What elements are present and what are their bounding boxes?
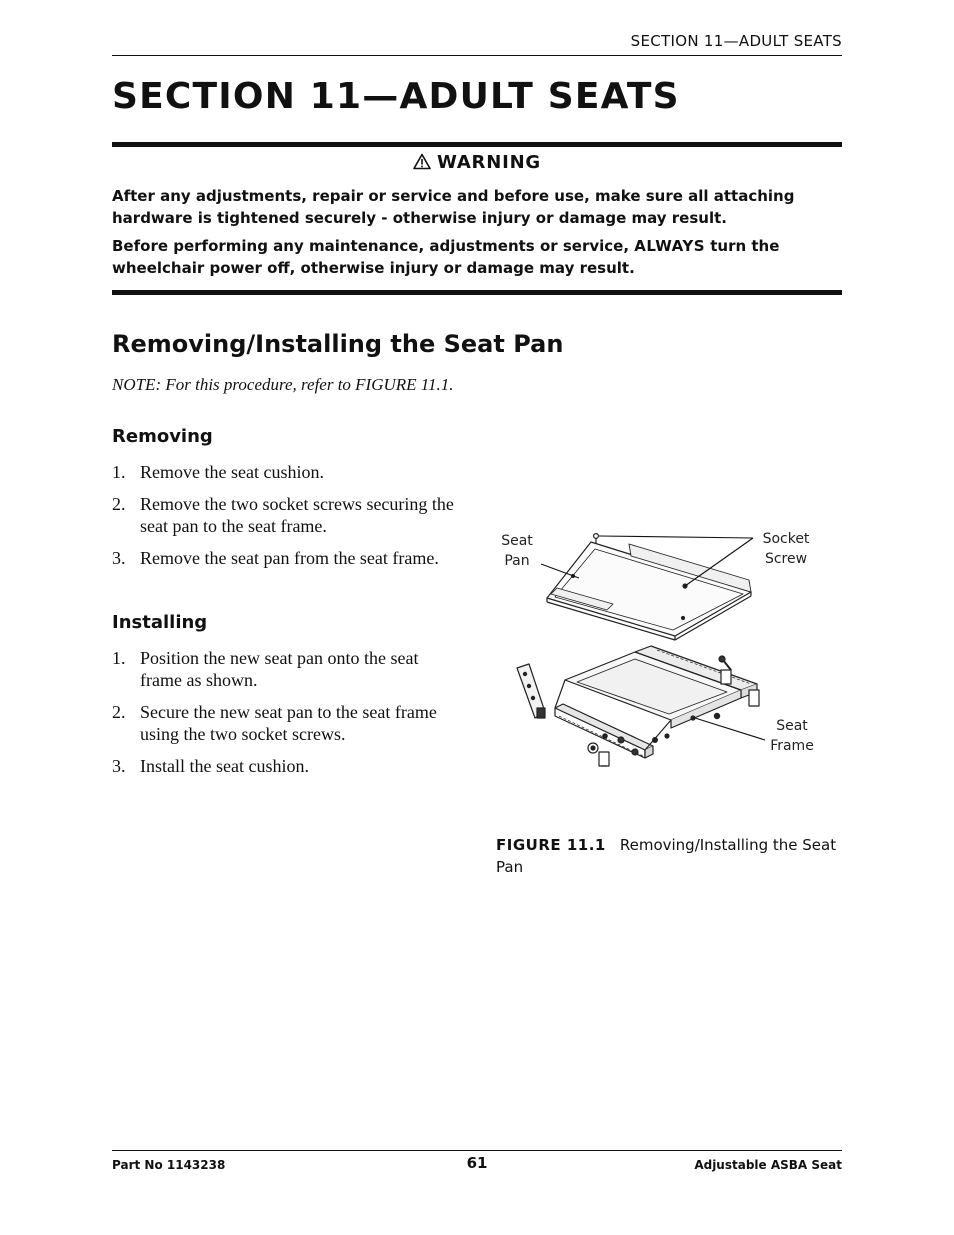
figure-11-1 [495,520,845,790]
step-text: Install the seat cushion. [140,756,309,776]
warning-p2-before: Before performing any maintenance, adjustments or service, [112,237,630,255]
label-seat-pan [499,531,535,571]
footer-product-name: Adjustable ASBA Seat [694,1158,842,1172]
step-number: 1. [112,648,126,668]
header-rule [112,55,842,56]
label-socket-screw [759,529,813,569]
label-socket-screw-line2: Screw [764,551,808,567]
label-seat-pan-line2: Pan [504,553,530,569]
procedure-heading: Removing/Installing the Seat Pan [112,330,564,358]
step-text: Secure the new seat pan to the seat frame using the two socket screws. [140,702,437,744]
label-seat-frame-line2: Frame [770,738,814,754]
warning-bottom-rule [112,290,842,295]
footer-part-number: Part No 1143238 [112,1158,226,1172]
running-header: SECTION 11—ADULT SEATS [630,32,842,50]
list-item [112,547,462,569]
list-item [112,701,462,745]
warning-paragraph-2 [112,235,842,279]
label-seat-frame-line1: Seat [776,718,808,734]
step-number: 2. [112,702,126,722]
installing-heading: Installing [112,612,208,633]
procedure-note: NOTE: For this procedure, refer to FIGURE 11.1. [112,375,454,394]
installing-steps [112,647,462,787]
warning-title-text: WARNING [436,152,542,173]
warning-p2-emphasis: ALWAYS [634,237,705,255]
step-text: Remove the two socket screws securing the seat pan to the seat frame. [140,494,454,536]
removing-heading: Removing [112,426,213,447]
warning-title [112,152,842,175]
list-item [112,493,462,537]
label-seat-frame [767,716,817,756]
list-item [112,755,462,777]
warning-paragraph-1: After any adjustments, repair or service and before use, make sure all attaching hardware is tightened securely - otherwise injury or damage may result. [112,187,795,227]
removing-steps [112,461,462,579]
page-footer [112,1154,842,1178]
step-number: 2. [112,494,126,514]
label-socket-screw-line1: Socket [762,531,810,547]
step-text: Remove the seat pan from the seat frame. [140,548,439,568]
step-number: 3. [112,548,126,568]
label-seat-pan-line1: Seat [501,533,533,549]
warning-top-rule [112,142,842,147]
warning-p2-after: turn the wheelchair power off, otherwise injury or damage may result. [112,237,780,277]
footer-page-number: 61 [466,1154,488,1172]
figure-number: FIGURE 11.1 [496,836,606,854]
step-number: 1. [112,462,126,482]
figure-caption-text: Removing/Installing the Seat Pan [496,836,837,876]
footer-rule [112,1150,842,1151]
figure-caption [496,834,842,878]
warning-triangle-icon [413,153,431,175]
step-text: Remove the seat cushion. [140,462,324,482]
section-title: SECTION 11—ADULT SEATS [112,76,680,117]
list-item [112,647,462,691]
list-item [112,461,462,483]
step-text: Position the new seat pan onto the seat frame as shown. [140,648,419,690]
step-number: 3. [112,756,126,776]
